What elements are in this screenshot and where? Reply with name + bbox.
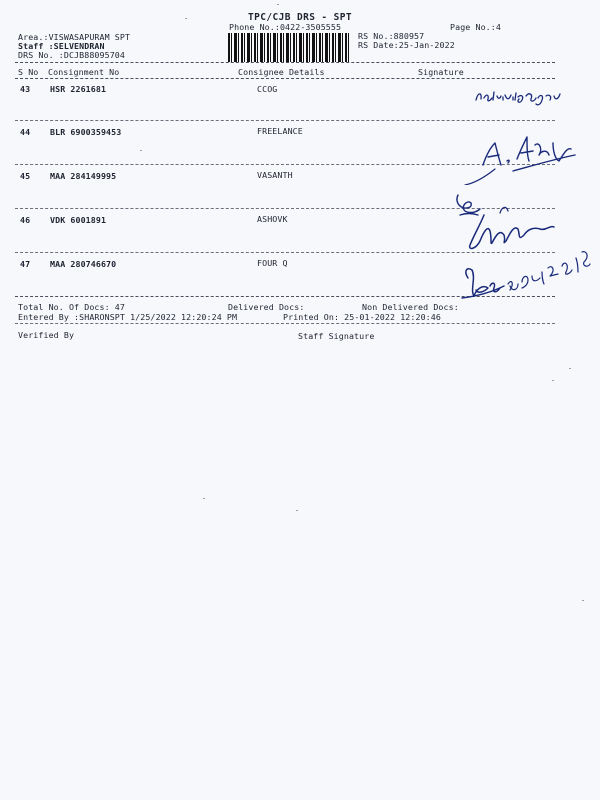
row-44-consignment: BLR 6900359453 — [50, 127, 122, 137]
row-46-consignee: ASHOVK — [257, 214, 288, 224]
entered-by: Entered By :SHARONSPT 1/25/2022 12:20:24 PM — [18, 312, 238, 322]
total-docs: Total No. Of Docs: 47 — [18, 302, 125, 312]
row-44-consignee: FREELANCE — [257, 126, 303, 136]
col-header-consignee: Consignee Details — [238, 67, 325, 77]
scan-speck — [582, 600, 584, 601]
signature-row-47 — [448, 238, 600, 318]
scan-speck — [277, 4, 279, 5]
row-46-consignment: VDK 6001891 — [50, 215, 107, 225]
row-46-sno: 46 — [20, 215, 31, 225]
signature-row-44 — [455, 125, 595, 185]
staff-signature-label: Staff Signature — [298, 331, 375, 341]
drs-number: DRS No. :DCJB88095704 — [18, 50, 125, 60]
row-45-sno: 45 — [20, 171, 31, 181]
signature-row-43 — [470, 80, 570, 110]
row-43-consignee: CCOG — [257, 84, 278, 94]
verified-by: Verified By — [18, 330, 75, 340]
area-label: Area.:VISWASAPURAM SPT — [18, 32, 131, 42]
row-44-sno: 44 — [20, 127, 31, 137]
footer-divider-bottom — [15, 323, 555, 324]
phone-number: Phone No.:0422-3505555 — [229, 22, 342, 32]
header-divider-top — [15, 62, 555, 63]
header-divider-bottom — [15, 78, 555, 79]
row-47-consignment: MAA 280746670 — [50, 259, 117, 269]
row-43-sno: 43 — [20, 84, 31, 94]
sheet-title: TPC/CJB DRS - SPT — [248, 12, 353, 23]
row-47-sno: 47 — [20, 259, 31, 269]
col-header-signature: Signature — [418, 67, 464, 77]
page-number: Page No.:4 — [450, 22, 501, 32]
rs-number: RS No.:880957 — [358, 31, 425, 41]
scan-speck — [185, 18, 187, 19]
scan-speck — [296, 510, 298, 511]
rs-date: RS Date:25-Jan-2022 — [358, 40, 455, 50]
printed-on: Printed On: 25-01-2022 12:20:46 — [283, 312, 441, 322]
row-43-consignment: HSR 2261681 — [50, 84, 107, 94]
scan-speck — [569, 368, 571, 369]
row-45-consignee: VASANTH — [257, 170, 293, 180]
row-47-consignee: FOUR Q — [257, 258, 288, 268]
col-header-consignment: Consignment No — [48, 67, 120, 77]
scan-speck — [140, 150, 142, 151]
scan-speck — [203, 498, 205, 499]
drs-barcode — [228, 33, 350, 62]
row-divider — [15, 120, 555, 121]
col-header-sno: S No — [18, 67, 39, 77]
non-delivered-docs: Non Delivered Docs: — [362, 302, 459, 312]
delivered-docs: Delivered Docs: — [228, 302, 305, 312]
row-45-consignment: MAA 284149995 — [50, 171, 117, 181]
staff-label: Staff :SELVENDRAN — [18, 41, 105, 51]
scan-speck — [552, 380, 554, 381]
